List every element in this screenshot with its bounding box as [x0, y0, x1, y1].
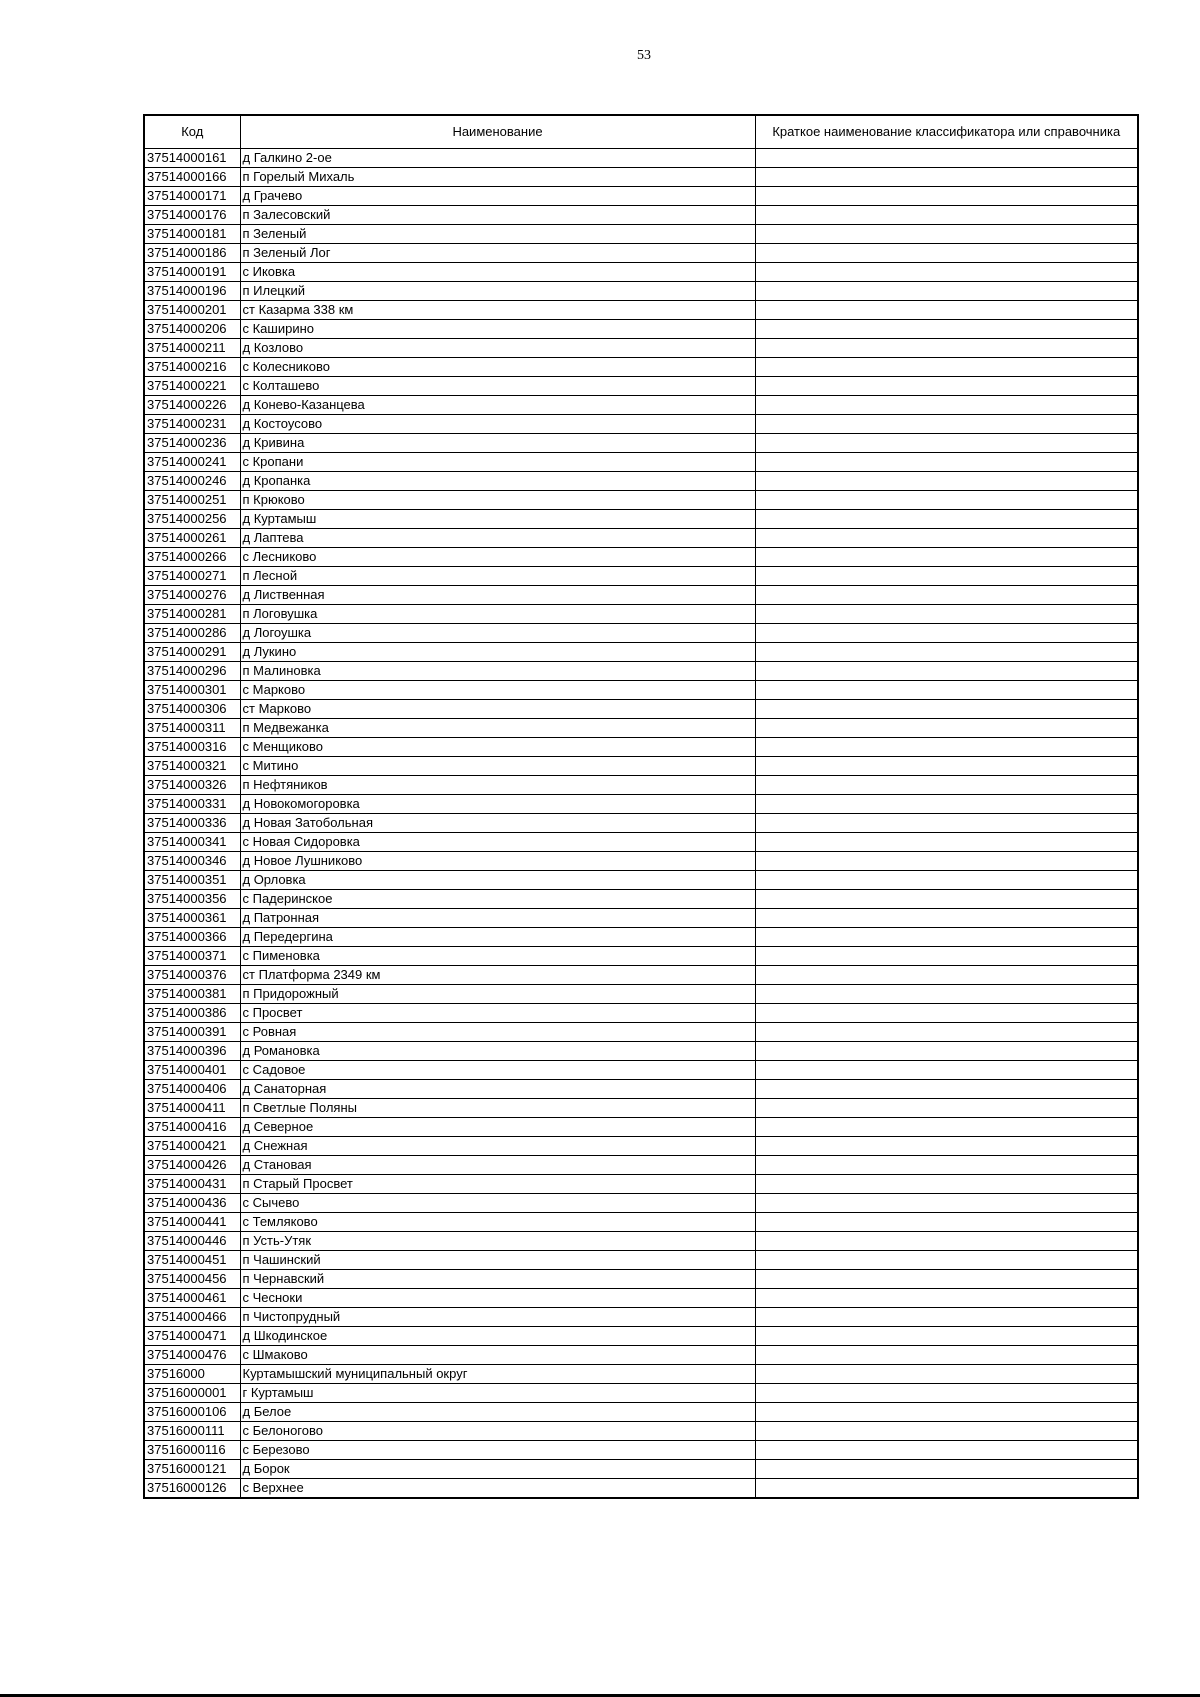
- cell-short-name: [755, 529, 1138, 548]
- cell-name: п Горелый Михаль: [240, 168, 755, 187]
- table-row: [144, 244, 1138, 263]
- cell-short-name: [755, 1061, 1138, 1080]
- cell-name: с Ровная: [240, 1023, 755, 1042]
- cell-name: п Зеленый Лог: [240, 244, 755, 263]
- cell-code: 37514000396: [144, 1042, 240, 1061]
- cell-code: 37514000266: [144, 548, 240, 567]
- table-row: [144, 947, 1138, 966]
- cell-code: 37514000311: [144, 719, 240, 738]
- cell-short-name: [755, 282, 1138, 301]
- cell-name: д Лукино: [240, 643, 755, 662]
- cell-short-name: [755, 1308, 1138, 1327]
- cell-short-name: [755, 510, 1138, 529]
- table-row: [144, 833, 1138, 852]
- classifier-table: [143, 114, 1139, 1499]
- cell-name: с Пименовка: [240, 947, 755, 966]
- table-row: [144, 510, 1138, 529]
- page-number: 53: [637, 48, 651, 63]
- cell-code: 37514000461: [144, 1289, 240, 1308]
- cell-code: 37514000456: [144, 1270, 240, 1289]
- cell-short-name: [755, 434, 1138, 453]
- cell-name: п Усть-Утяк: [240, 1232, 755, 1251]
- cell-name: ст Марково: [240, 700, 755, 719]
- cell-code: 37516000001: [144, 1384, 240, 1403]
- table-row: [144, 1422, 1138, 1441]
- cell-short-name: [755, 1156, 1138, 1175]
- cell-code: 37514000386: [144, 1004, 240, 1023]
- cell-code: 37514000471: [144, 1327, 240, 1346]
- cell-name: с Каширино: [240, 320, 755, 339]
- table-row: [144, 757, 1138, 776]
- cell-short-name: [755, 225, 1138, 244]
- cell-name: д Лаптева: [240, 529, 755, 548]
- table-header-row: [144, 115, 1138, 149]
- cell-name: п Медвежанка: [240, 719, 755, 738]
- cell-code: 37514000391: [144, 1023, 240, 1042]
- cell-code: 37514000181: [144, 225, 240, 244]
- cell-code: 37514000306: [144, 700, 240, 719]
- table-row: [144, 776, 1138, 795]
- cell-short-name: [755, 244, 1138, 263]
- table-row: [144, 1479, 1138, 1499]
- cell-code: 37514000366: [144, 928, 240, 947]
- cell-code: 37514000221: [144, 377, 240, 396]
- cell-name: д Кривина: [240, 434, 755, 453]
- table-row: [144, 263, 1138, 282]
- table-row: [144, 453, 1138, 472]
- cell-short-name: [755, 643, 1138, 662]
- cell-code: 37514000251: [144, 491, 240, 510]
- table-row: [144, 1175, 1138, 1194]
- cell-short-name: [755, 1365, 1138, 1384]
- cell-code: 37514000321: [144, 757, 240, 776]
- table-row: [144, 738, 1138, 757]
- table-row: [144, 966, 1138, 985]
- table-row: [144, 795, 1138, 814]
- table-row: [144, 320, 1138, 339]
- cell-code: 37514000406: [144, 1080, 240, 1099]
- cell-short-name: [755, 358, 1138, 377]
- cell-name: д Козлово: [240, 339, 755, 358]
- table-row: [144, 1137, 1138, 1156]
- table-row: [144, 871, 1138, 890]
- cell-short-name: [755, 662, 1138, 681]
- cell-code: 37514000401: [144, 1061, 240, 1080]
- table-row: [144, 1080, 1138, 1099]
- cell-name: п Зеленый: [240, 225, 755, 244]
- table-row: [144, 1213, 1138, 1232]
- cell-short-name: [755, 1213, 1138, 1232]
- table-row: [144, 1099, 1138, 1118]
- cell-short-name: [755, 1251, 1138, 1270]
- cell-code: 37514000331: [144, 795, 240, 814]
- cell-name: п Нефтяников: [240, 776, 755, 795]
- cell-code: 37514000206: [144, 320, 240, 339]
- cell-short-name: [755, 1441, 1138, 1460]
- cell-short-name: [755, 1175, 1138, 1194]
- cell-short-name: [755, 624, 1138, 643]
- cell-code: 37514000381: [144, 985, 240, 1004]
- table-row: [144, 149, 1138, 168]
- cell-code: 37514000201: [144, 301, 240, 320]
- cell-short-name: [755, 947, 1138, 966]
- cell-name: д Становая: [240, 1156, 755, 1175]
- cell-short-name: [755, 472, 1138, 491]
- cell-code: 37514000426: [144, 1156, 240, 1175]
- cell-code: 37514000256: [144, 510, 240, 529]
- column-header-code: Код: [144, 115, 240, 149]
- cell-code: 37514000346: [144, 852, 240, 871]
- cell-name: д Галкино 2-ое: [240, 149, 755, 168]
- cell-short-name: [755, 1460, 1138, 1479]
- table-row: [144, 985, 1138, 1004]
- table-row: [144, 225, 1138, 244]
- cell-short-name: [755, 1004, 1138, 1023]
- cell-code: 37514000191: [144, 263, 240, 282]
- cell-short-name: [755, 852, 1138, 871]
- table-row: [144, 168, 1138, 187]
- column-header-name: Наименование: [240, 115, 755, 149]
- cell-name: д Грачево: [240, 187, 755, 206]
- cell-short-name: [755, 491, 1138, 510]
- table-row: [144, 662, 1138, 681]
- cell-short-name: [755, 757, 1138, 776]
- cell-name: д Санаторная: [240, 1080, 755, 1099]
- cell-short-name: [755, 415, 1138, 434]
- table-row: [144, 187, 1138, 206]
- table-row: [144, 1384, 1138, 1403]
- cell-short-name: [755, 1346, 1138, 1365]
- cell-name: п Малиновка: [240, 662, 755, 681]
- cell-name: с Колташево: [240, 377, 755, 396]
- cell-code: 37514000411: [144, 1099, 240, 1118]
- table-row: [144, 1441, 1138, 1460]
- table-row: [144, 1004, 1138, 1023]
- cell-code: 37514000216: [144, 358, 240, 377]
- cell-short-name: [755, 1327, 1138, 1346]
- cell-short-name: [755, 453, 1138, 472]
- cell-short-name: [755, 871, 1138, 890]
- cell-name: п Старый Просвет: [240, 1175, 755, 1194]
- table-row: [144, 1251, 1138, 1270]
- cell-code: 37514000476: [144, 1346, 240, 1365]
- cell-short-name: [755, 1289, 1138, 1308]
- cell-short-name: [755, 187, 1138, 206]
- cell-code: 37514000231: [144, 415, 240, 434]
- cell-code: 37514000376: [144, 966, 240, 985]
- cell-name: с Падеринское: [240, 890, 755, 909]
- cell-code: 37514000316: [144, 738, 240, 757]
- cell-short-name: [755, 396, 1138, 415]
- cell-name: п Чашинский: [240, 1251, 755, 1270]
- cell-code: 37514000211: [144, 339, 240, 358]
- table-row: [144, 1365, 1138, 1384]
- cell-name: с Марково: [240, 681, 755, 700]
- cell-code: 37514000286: [144, 624, 240, 643]
- cell-short-name: [755, 339, 1138, 358]
- cell-name: с Верхнее: [240, 1479, 755, 1499]
- cell-code: 37514000416: [144, 1118, 240, 1137]
- cell-short-name: [755, 1099, 1138, 1118]
- cell-name: ст Казарма 338 км: [240, 301, 755, 320]
- cell-code: 37514000186: [144, 244, 240, 263]
- cell-name: с Сычево: [240, 1194, 755, 1213]
- cell-short-name: [755, 149, 1138, 168]
- cell-short-name: [755, 586, 1138, 605]
- cell-name: п Крюково: [240, 491, 755, 510]
- cell-code: 37514000296: [144, 662, 240, 681]
- cell-name: д Костоусово: [240, 415, 755, 434]
- cell-name: с Колесниково: [240, 358, 755, 377]
- table-row: [144, 1346, 1138, 1365]
- cell-code: 37514000371: [144, 947, 240, 966]
- cell-code: 37514000436: [144, 1194, 240, 1213]
- cell-code: 37514000166: [144, 168, 240, 187]
- table-row: [144, 1194, 1138, 1213]
- cell-code: 37514000421: [144, 1137, 240, 1156]
- cell-short-name: [755, 700, 1138, 719]
- cell-code: 37514000241: [144, 453, 240, 472]
- cell-name: п Логовушка: [240, 605, 755, 624]
- cell-name: д Новокомогоровка: [240, 795, 755, 814]
- cell-name: д Северное: [240, 1118, 755, 1137]
- cell-short-name: [755, 1384, 1138, 1403]
- column-header-short-name: Краткое наименование классификатора или справочника: [755, 115, 1138, 149]
- cell-short-name: [755, 377, 1138, 396]
- cell-short-name: [755, 890, 1138, 909]
- cell-code: 37514000301: [144, 681, 240, 700]
- cell-name: п Чернавский: [240, 1270, 755, 1289]
- cell-name: д Передергина: [240, 928, 755, 947]
- cell-short-name: [755, 909, 1138, 928]
- cell-code: 37516000: [144, 1365, 240, 1384]
- cell-name: п Придорожный: [240, 985, 755, 1004]
- cell-short-name: [755, 985, 1138, 1004]
- cell-short-name: [755, 301, 1138, 320]
- table-row: [144, 1118, 1138, 1137]
- table-row: [144, 377, 1138, 396]
- cell-code: 37514000246: [144, 472, 240, 491]
- cell-name: д Орловка: [240, 871, 755, 890]
- cell-name: д Патронная: [240, 909, 755, 928]
- cell-short-name: [755, 1023, 1138, 1042]
- cell-code: 37514000341: [144, 833, 240, 852]
- cell-short-name: [755, 1080, 1138, 1099]
- cell-short-name: [755, 1194, 1138, 1213]
- cell-name: с Менщиково: [240, 738, 755, 757]
- cell-code: 37514000276: [144, 586, 240, 605]
- table-row: [144, 434, 1138, 453]
- cell-code: 37514000466: [144, 1308, 240, 1327]
- cell-short-name: [755, 776, 1138, 795]
- cell-short-name: [755, 681, 1138, 700]
- table-row: [144, 396, 1138, 415]
- table-row: [144, 1023, 1138, 1042]
- cell-name: д Белое: [240, 1403, 755, 1422]
- cell-name: д Конево-Казанцева: [240, 396, 755, 415]
- table-row: [144, 909, 1138, 928]
- cell-name: д Куртамыш: [240, 510, 755, 529]
- cell-short-name: [755, 206, 1138, 225]
- cell-name: с Шмаково: [240, 1346, 755, 1365]
- cell-short-name: [755, 548, 1138, 567]
- cell-code: 37516000106: [144, 1403, 240, 1422]
- table-row: [144, 1289, 1138, 1308]
- cell-code: 37514000441: [144, 1213, 240, 1232]
- cell-name: д Романовка: [240, 1042, 755, 1061]
- table-row: [144, 852, 1138, 871]
- cell-name: д Лиственная: [240, 586, 755, 605]
- cell-code: 37514000291: [144, 643, 240, 662]
- cell-short-name: [755, 795, 1138, 814]
- table-row: [144, 529, 1138, 548]
- table-row: [144, 567, 1138, 586]
- cell-code: 37514000196: [144, 282, 240, 301]
- cell-code: 37514000431: [144, 1175, 240, 1194]
- cell-name: с Иковка: [240, 263, 755, 282]
- table-row: [144, 472, 1138, 491]
- table-row: [144, 1270, 1138, 1289]
- cell-name: п Чистопрудный: [240, 1308, 755, 1327]
- cell-name: д Новое Лушниково: [240, 852, 755, 871]
- cell-short-name: [755, 320, 1138, 339]
- cell-name: д Снежная: [240, 1137, 755, 1156]
- table-body: [144, 149, 1138, 1499]
- cell-name: с Темляково: [240, 1213, 755, 1232]
- cell-code: 37514000176: [144, 206, 240, 225]
- table-row: [144, 586, 1138, 605]
- table-row: [144, 1061, 1138, 1080]
- cell-name: с Кропани: [240, 453, 755, 472]
- cell-name: д Борок: [240, 1460, 755, 1479]
- table-row: [144, 415, 1138, 434]
- table-row: [144, 301, 1138, 320]
- cell-short-name: [755, 1137, 1138, 1156]
- cell-name: п Светлые Поляны: [240, 1099, 755, 1118]
- cell-short-name: [755, 833, 1138, 852]
- cell-short-name: [755, 1403, 1138, 1422]
- table-row: [144, 1403, 1138, 1422]
- cell-short-name: [755, 168, 1138, 187]
- cell-code: 37516000116: [144, 1441, 240, 1460]
- table-row: [144, 643, 1138, 662]
- cell-code: 37516000126: [144, 1479, 240, 1499]
- cell-name: с Белоногово: [240, 1422, 755, 1441]
- cell-code: 37514000351: [144, 871, 240, 890]
- cell-short-name: [755, 928, 1138, 947]
- cell-code: 37516000111: [144, 1422, 240, 1441]
- cell-code: 37514000226: [144, 396, 240, 415]
- cell-code: 37516000121: [144, 1460, 240, 1479]
- cell-short-name: [755, 738, 1138, 757]
- cell-short-name: [755, 966, 1138, 985]
- table-row: [144, 1156, 1138, 1175]
- cell-code: 37514000161: [144, 149, 240, 168]
- cell-name: д Новая Затобольная: [240, 814, 755, 833]
- cell-code: 37514000361: [144, 909, 240, 928]
- table-row: [144, 1460, 1138, 1479]
- table-row: [144, 1327, 1138, 1346]
- table-row: [144, 206, 1138, 225]
- cell-short-name: [755, 263, 1138, 282]
- cell-name: ст Платформа 2349 км: [240, 966, 755, 985]
- cell-code: 37514000281: [144, 605, 240, 624]
- cell-short-name: [755, 814, 1138, 833]
- cell-name: п Залесовский: [240, 206, 755, 225]
- cell-name: с Лесниково: [240, 548, 755, 567]
- cell-name: с Березово: [240, 1441, 755, 1460]
- cell-name: п Лесной: [240, 567, 755, 586]
- cell-name: г Куртамыш: [240, 1384, 755, 1403]
- cell-name: п Илецкий: [240, 282, 755, 301]
- cell-name: с Просвет: [240, 1004, 755, 1023]
- table-row: [144, 491, 1138, 510]
- cell-code: 37514000261: [144, 529, 240, 548]
- cell-code: 37514000171: [144, 187, 240, 206]
- cell-code: 37514000356: [144, 890, 240, 909]
- table-row: [144, 681, 1138, 700]
- table-row: [144, 700, 1138, 719]
- cell-name: д Кропанка: [240, 472, 755, 491]
- table-row: [144, 605, 1138, 624]
- table-row: [144, 282, 1138, 301]
- cell-code: 37514000236: [144, 434, 240, 453]
- table-row: [144, 928, 1138, 947]
- table-row: [144, 814, 1138, 833]
- cell-short-name: [755, 1422, 1138, 1441]
- cell-short-name: [755, 1232, 1138, 1251]
- table-row: [144, 1042, 1138, 1061]
- cell-short-name: [755, 1118, 1138, 1137]
- table-row: [144, 358, 1138, 377]
- cell-short-name: [755, 719, 1138, 738]
- table-row: [144, 719, 1138, 738]
- cell-name: д Логоушка: [240, 624, 755, 643]
- cell-name: с Митино: [240, 757, 755, 776]
- cell-short-name: [755, 567, 1138, 586]
- cell-name: д Шкодинское: [240, 1327, 755, 1346]
- cell-name: с Новая Сидоровка: [240, 833, 755, 852]
- cell-short-name: [755, 1479, 1138, 1499]
- cell-code: 37514000326: [144, 776, 240, 795]
- cell-code: 37514000446: [144, 1232, 240, 1251]
- table-row: [144, 548, 1138, 567]
- cell-code: 37514000336: [144, 814, 240, 833]
- table-row: [144, 624, 1138, 643]
- cell-short-name: [755, 1042, 1138, 1061]
- cell-name: с Садовое: [240, 1061, 755, 1080]
- cell-code: 37514000271: [144, 567, 240, 586]
- cell-short-name: [755, 605, 1138, 624]
- cell-name: с Чесноки: [240, 1289, 755, 1308]
- table-row: [144, 890, 1138, 909]
- table-row: [144, 1232, 1138, 1251]
- cell-short-name: [755, 1270, 1138, 1289]
- table-row: [144, 339, 1138, 358]
- table-row: [144, 1308, 1138, 1327]
- cell-name: Куртамышский муниципальный округ: [240, 1365, 755, 1384]
- cell-code: 37514000451: [144, 1251, 240, 1270]
